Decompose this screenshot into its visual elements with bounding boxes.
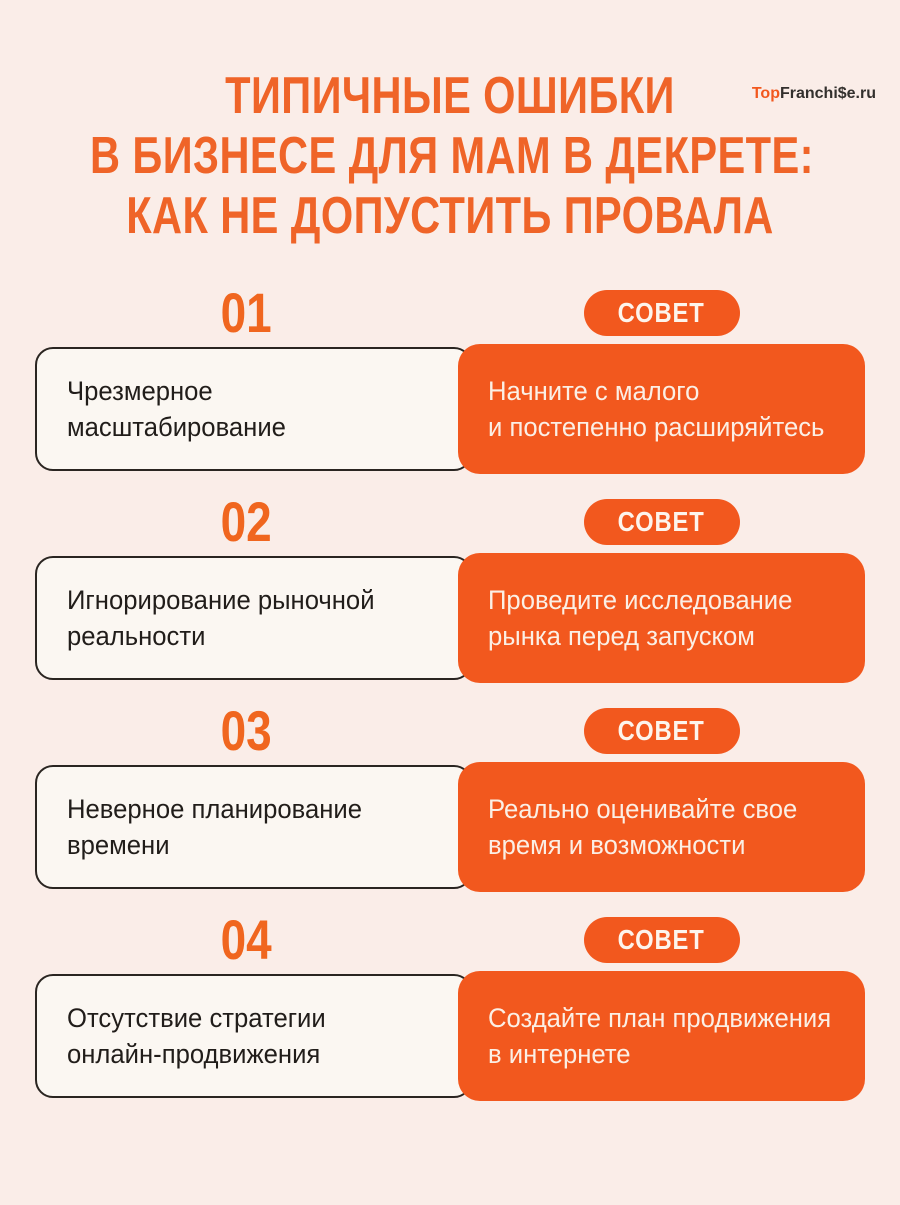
tip-line-2: время и возможности <box>488 830 746 860</box>
mistake-card <box>35 974 472 1098</box>
row-04-number-column <box>35 908 458 971</box>
tip-badge-label: СОВЕТ <box>618 924 705 955</box>
row-01-number-column <box>35 281 458 344</box>
tip-badge-label: СОВЕТ <box>618 715 705 746</box>
mistake-line-1: Чрезмерное <box>67 376 213 406</box>
row-number: 01 <box>220 281 273 344</box>
mistake-card <box>35 347 472 471</box>
tip-card <box>458 553 865 683</box>
mistake-card <box>35 765 472 889</box>
row-03-number-column <box>35 699 458 762</box>
row-02-cards <box>35 556 865 680</box>
mistake-line-2: времени <box>67 830 170 860</box>
tip-line-1: Проведите исследование <box>488 585 793 615</box>
row-04-cards <box>35 974 865 1098</box>
mistake-line-1: Игнорирование рыночной <box>67 585 375 615</box>
title-line-1: ТИПИЧНЫЕ ОШИБКИ <box>225 67 675 125</box>
mistake-line-1: Неверное планирование <box>67 794 362 824</box>
tip-line-2: и постепенно расширяйтесь <box>488 412 825 442</box>
row-02-number-column <box>35 490 458 553</box>
tip-card <box>458 971 865 1101</box>
tip-badge <box>584 499 740 545</box>
row-number: 02 <box>220 490 273 553</box>
row-number: 03 <box>220 699 273 762</box>
logo-text-dark: Franchi$e.ru <box>779 85 876 102</box>
row-02-badge-column <box>458 499 865 545</box>
mistake-line-2: реальности <box>67 621 206 651</box>
tip-badge <box>584 917 740 963</box>
tip-line-2: рынка перед запуском <box>488 621 755 651</box>
mistake-line-1: Отсутствие стратегии <box>67 1003 326 1033</box>
title-line-3: КАК НЕ ДОПУСТИТЬ ПРОВАЛА <box>126 187 774 245</box>
row-04 <box>35 908 865 1098</box>
row-04-header <box>35 908 865 971</box>
mistake-card <box>35 556 472 680</box>
row-04-badge-column <box>458 917 865 963</box>
row-03 <box>35 699 865 889</box>
tip-line-2: в интернете <box>488 1039 631 1069</box>
tip-line-1: Создайте план продвижения <box>488 1003 832 1033</box>
row-03-cards <box>35 765 865 889</box>
row-number: 04 <box>220 908 273 971</box>
row-01 <box>35 281 865 471</box>
mistake-line-2: масштабирование <box>67 412 286 442</box>
tip-line-1: Начните с малого <box>488 376 700 406</box>
row-03-badge-column <box>458 708 865 754</box>
row-02-header <box>35 490 865 553</box>
tip-line-1: Реально оценивайте свое <box>488 794 798 824</box>
row-02 <box>35 490 865 680</box>
tip-badge <box>584 708 740 754</box>
row-01-cards <box>35 347 865 471</box>
mistake-rows <box>0 281 900 1098</box>
row-01-header <box>35 281 865 344</box>
tip-badge-label: СОВЕТ <box>618 506 705 537</box>
tip-card <box>458 344 865 474</box>
row-03-header <box>35 699 865 762</box>
infographic-page <box>0 66 900 1205</box>
tip-badge-label: СОВЕТ <box>618 297 705 328</box>
logo-text-orange: Top <box>751 85 780 102</box>
tip-card <box>458 762 865 892</box>
tip-badge <box>584 290 740 336</box>
row-01-badge-column <box>458 290 865 336</box>
title-line-2: В БИЗНЕСЕ ДЛЯ МАМ В ДЕКРЕТЕ: <box>90 127 814 185</box>
page-title <box>0 66 900 246</box>
mistake-line-2: онлайн-продвижения <box>67 1039 321 1069</box>
